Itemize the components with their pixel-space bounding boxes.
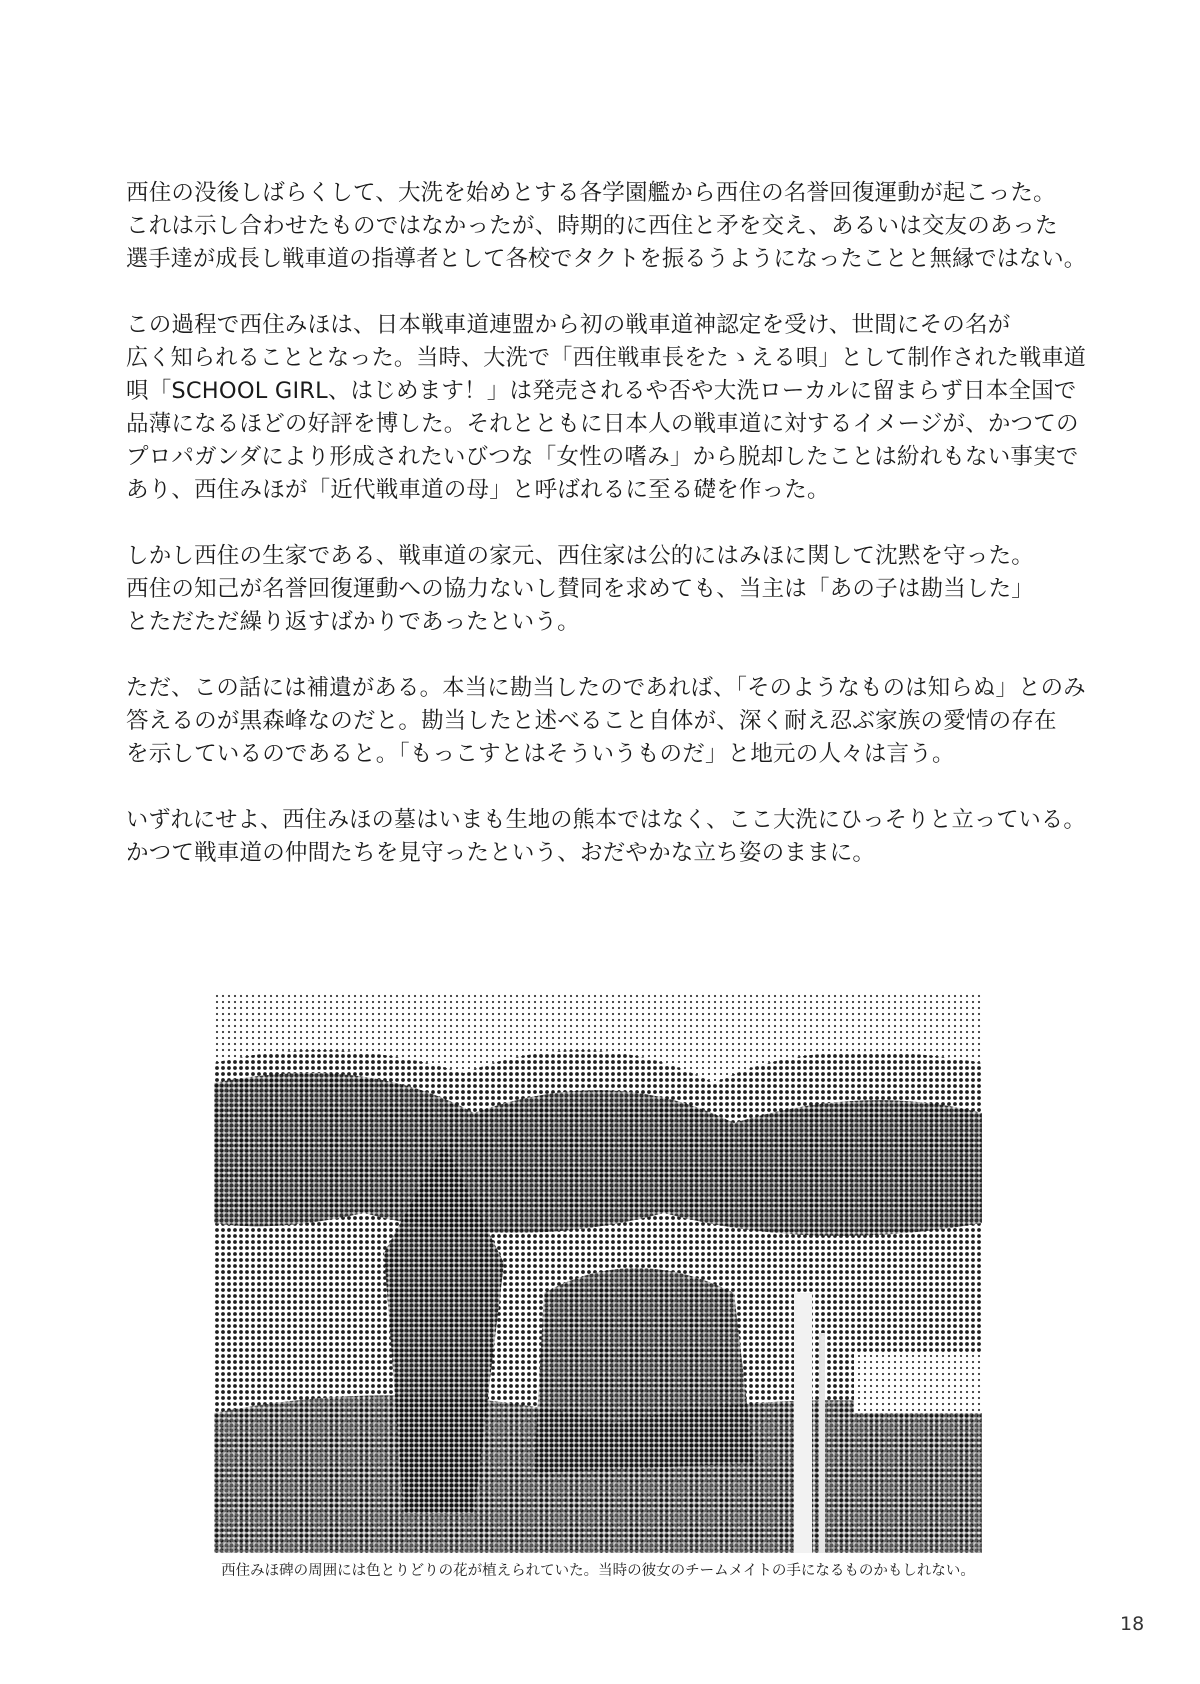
halftone-photo-icon bbox=[214, 993, 982, 1553]
text-line: あり、西住みほが「近代戦車道の母」と呼ばれるに至る礎を作った。 bbox=[126, 477, 830, 503]
paragraph-3 bbox=[126, 540, 1086, 639]
text-line: 品薄になるほどの好評を博した。それとともに日本人の戦車道に対するイメージが、かつての bbox=[126, 411, 1079, 437]
memorial-photo bbox=[214, 993, 982, 1553]
paragraph-4 bbox=[126, 672, 1086, 771]
body-text bbox=[126, 177, 1086, 903]
text-line: 西住の知己が名誉回復運動への協力ないし賛同を求めても、当主は「あの子は勘当した」 bbox=[126, 576, 1035, 602]
text-line: この過程で西住みほは、日本戦車道連盟から初の戦車道神認定を受け、世間にその名が bbox=[126, 312, 1011, 338]
page-number: 18 bbox=[1120, 1613, 1145, 1635]
paragraph-5 bbox=[126, 804, 1086, 870]
paragraph-1 bbox=[126, 177, 1086, 276]
text-line: 唄「SCHOOL GIRL、はじめます！」は発売されるや否や大洗ローカルに留まらず日本全国で bbox=[126, 378, 1077, 404]
text-line: これは示し合わせたものではなかったが、時期的に西住と矛を交え、あるいは交友のあった bbox=[126, 213, 1058, 239]
text-line: いずれにせよ、西住みほの墓はいまも生地の熊本ではなく、ここ大洗にひっそりと立っている。 bbox=[126, 807, 1086, 833]
text-line: 選手達が成長し戦車道の指導者として各校でタクトを振るうようになったことと無縁ではない。 bbox=[126, 246, 1087, 272]
text-line: 西住の没後しばらくして、大洗を始めとする各学園艦から西住の名誉回復運動が起こった。 bbox=[126, 180, 1056, 206]
text-line: 広く知られることとなった。当時、大洗で「西住戦車長をたゝえる唄」として制作された戦車道 bbox=[126, 345, 1087, 371]
paragraph-2 bbox=[126, 309, 1086, 507]
text-line: 答えるのが黒森峰なのだと。勘当したと述べること自体が、深く耐え忍ぶ家族の愛情の存在 bbox=[126, 708, 1057, 734]
text-line: とただただ繰り返すばかりであったという。 bbox=[126, 609, 580, 635]
text-line: ただ、この話には補遺がある。本当に勘当したのであれば、「そのようなものは知らぬ」とのみ bbox=[126, 675, 1086, 701]
photo-caption: 西住みほ碑の周囲には色とりどりの花が植えられていた。当時の彼女のチームメイトの手になるものかもしれない。 bbox=[221, 1563, 975, 1579]
text-line: しかし西住の生家である、戦車道の家元、西住家は公的にはみほに関して沈黙を守った。 bbox=[126, 543, 1035, 569]
text-line: プロパガンダにより形成されたいびつな「女性の嗜み」から脱却したことは紛れもない事実で bbox=[126, 444, 1079, 470]
text-line: を示しているのであると。「もっこすとはそういうものだ」と地元の人々は言う。 bbox=[126, 741, 955, 767]
text-line: かつて戦車道の仲間たちを見守ったという、おだやかな立ち姿のままに。 bbox=[126, 840, 876, 866]
